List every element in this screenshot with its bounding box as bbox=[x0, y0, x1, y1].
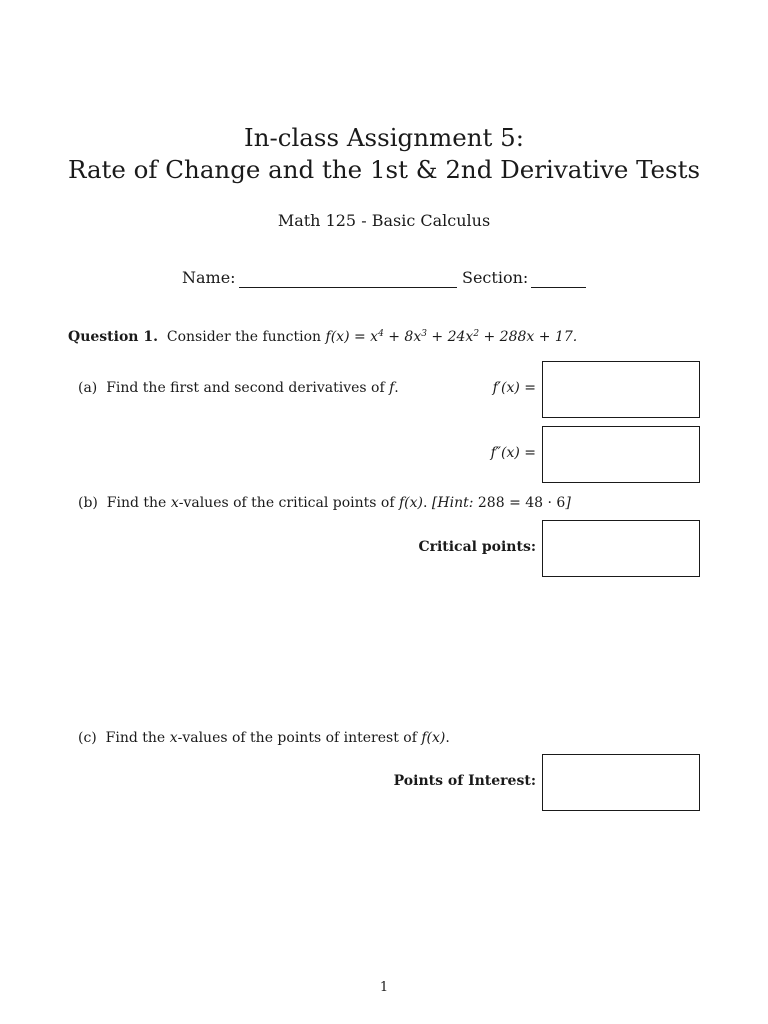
part-b-hint-open: [Hint: bbox=[431, 495, 474, 511]
part-b-marker: (b) bbox=[78, 495, 98, 511]
section-label: Section: bbox=[462, 268, 529, 287]
part-a-var: f bbox=[389, 380, 395, 396]
name-field[interactable] bbox=[239, 287, 457, 288]
fn-exp-2: 2 bbox=[473, 329, 480, 339]
part-b-func: f(x) bbox=[399, 495, 424, 511]
part-b-var: x bbox=[170, 495, 179, 511]
part-c-var: x bbox=[169, 730, 178, 746]
part-c-text-pre: Find the bbox=[105, 730, 166, 746]
course-subtitle: Math 125 - Basic Calculus bbox=[277, 211, 491, 230]
fn-exp-4: 4 bbox=[378, 329, 384, 339]
part-b-text-mid: -values of the critical points of bbox=[178, 495, 395, 511]
part-b-prompt bbox=[78, 495, 571, 511]
page-number: 1 bbox=[379, 980, 389, 995]
name-label: Name: bbox=[182, 268, 236, 287]
question-1-intro: Consider the function bbox=[166, 329, 322, 345]
part-a-prompt bbox=[78, 380, 399, 396]
part-c-text-mid: -values of the points of interest of bbox=[177, 730, 417, 746]
section-field[interactable] bbox=[531, 287, 586, 288]
points-of-interest-answer-box[interactable] bbox=[542, 754, 700, 811]
function-definition bbox=[326, 329, 578, 345]
title-line-2: Rate of Change and the 1st & 2nd Derivative Tests bbox=[67, 155, 701, 184]
part-b-hint-math: 288 = 48 · 6 bbox=[477, 495, 566, 511]
fn-term-3: + 24x bbox=[426, 329, 474, 345]
fn-term-2: + 8x bbox=[383, 329, 422, 345]
second-derivative-label: f″(x) = bbox=[490, 445, 536, 461]
first-derivative-label: f′(x) = bbox=[492, 380, 536, 396]
second-derivative-answer-box[interactable] bbox=[542, 426, 700, 483]
part-a-period: . bbox=[394, 380, 399, 396]
part-c-prompt bbox=[78, 730, 450, 746]
first-derivative-answer-box[interactable] bbox=[542, 361, 700, 418]
part-b-text-pre: Find the bbox=[106, 495, 167, 511]
points-of-interest-label: Points of Interest: bbox=[393, 773, 536, 789]
critical-points-answer-box[interactable] bbox=[542, 520, 700, 577]
part-a-text: Find the first and second derivatives of bbox=[106, 380, 385, 396]
part-c-func: f(x) bbox=[421, 730, 446, 746]
title-line-1: In-class Assignment 5: bbox=[244, 123, 524, 152]
part-a-marker: (a) bbox=[78, 380, 98, 396]
fn-term-1: f(x) = x bbox=[325, 329, 379, 345]
part-c-marker: (c) bbox=[78, 730, 97, 746]
part-b-hint-close: ] bbox=[565, 495, 571, 511]
fn-exp-3: 3 bbox=[421, 329, 427, 339]
question-1-label: Question 1. bbox=[68, 329, 158, 345]
question-1-stem bbox=[68, 329, 577, 345]
part-c-period: . bbox=[445, 730, 450, 746]
part-b-period: . bbox=[423, 495, 428, 511]
critical-points-label: Critical points: bbox=[418, 539, 536, 555]
fn-term-4: + 288x + 17. bbox=[479, 329, 578, 345]
